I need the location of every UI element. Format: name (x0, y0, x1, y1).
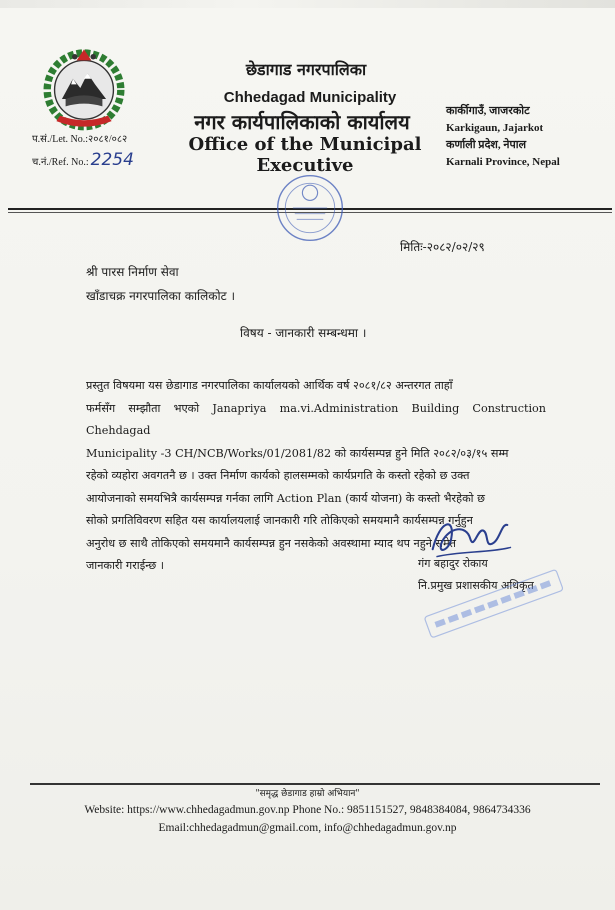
footer-contact: Website: https://www.chhedagadmun.gov.np Phone No.: 9851151527, 9848384084, 9864734336 (84, 804, 531, 816)
body-line: आयोजनाको समयभित्रै कार्यसम्पन्न गर्नका लागि Action Plan (कार्य योजना) के कस्तो भैरहेको छ (86, 491, 485, 505)
letter-number: प.सं./Let. No.:२०८१/०८२ (32, 134, 128, 145)
letter-subject: विषय - जानकारी सम्बन्धमा । (240, 326, 367, 340)
address-nepali-2: कर्णाली प्रदेश, नेपाल (446, 139, 527, 151)
office-name-nepali: छेडागाड नगरपालिका (245, 60, 367, 79)
address-english-1: Karkigaun, Jajarkot (446, 122, 544, 134)
nepal-emblem-logo (38, 42, 130, 134)
body-line: फर्मसँग सम्झौता भएको Janapriya ma.vi.Administration Building Construction Chehdagad (86, 401, 546, 437)
footer-email: Email:chhedagadmun@gmail.com, info@chhedagadmun.gov.np (158, 822, 457, 834)
body-line: सोको प्रगतिविवरण सहित यस कार्यालयलाई जानकारी गरि तोकिएको समयमानै कार्यसम्पन्न गर्नुहुन (86, 514, 473, 527)
office-subtitle-english: Office of the Municipal Executive (188, 134, 422, 176)
letter-date: मितिः-२०८२/०२/२९ (400, 240, 485, 254)
body-line: प्रस्तुत विषयमा यस छेडागाड नगरपालिका कार्यालयको आर्थिक वर्ष २०८१/८२ अन्तरगत ताहाँ (86, 379, 453, 392)
footer-motto: "समृद्ध छेडागाड हाम्रो अभियान" (255, 789, 360, 799)
ref-number-handwritten: 2254 (90, 150, 134, 170)
office-address (446, 103, 560, 171)
address-nepali-1: कार्कीगाउँ, जाजरकोट (446, 105, 530, 117)
signatory-title: नि.प्रमुख प्रशासकीय अधिकृत (418, 579, 534, 592)
recipient-block (86, 260, 235, 308)
recipient-name: श्री पारस निर्माण सेवा (86, 265, 179, 279)
recipient-address: खाँडाचक्र नगरपालिका कालिकोट । (86, 289, 236, 303)
ref-number-label: च.नं./Ref. No.: (32, 157, 89, 168)
address-english-2: Karnali Province, Nepal (446, 156, 560, 168)
body-line: जानकारी गराईन्छ । (86, 559, 165, 572)
office-subtitle-nepali: नगर कार्यपालिकाको कार्यालय (194, 110, 410, 134)
reference-block (32, 130, 134, 173)
body-line: अनुरोध छ साथै तोकिएको समयमानै कार्यसम्पन्न हुन नसकेको अवस्थामा म्याद थप नहुने समेत (86, 536, 457, 550)
body-line: रहेको व्यहोरा अवगतनै छ । उक्त निर्माण कार्यको हालसम्मको कार्यप्रगति के कस्तो रहेको छ उक्त (86, 469, 470, 482)
top-edge (0, 0, 615, 8)
body-line: Municipality -3 CH/NCB/Works/01/2081/82 को कार्यसम्पन्न हुने मिति २०८२/०३/१५ सम्म (86, 446, 509, 460)
designation-stamp (410, 560, 570, 650)
ref-number-row (32, 150, 134, 173)
footer-divider (30, 783, 600, 785)
signatory-name: गंग बहादुर रोकाय (418, 557, 488, 570)
office-seal-stamp (272, 170, 348, 246)
office-name-english: Chhedagad Municipality (223, 89, 397, 106)
